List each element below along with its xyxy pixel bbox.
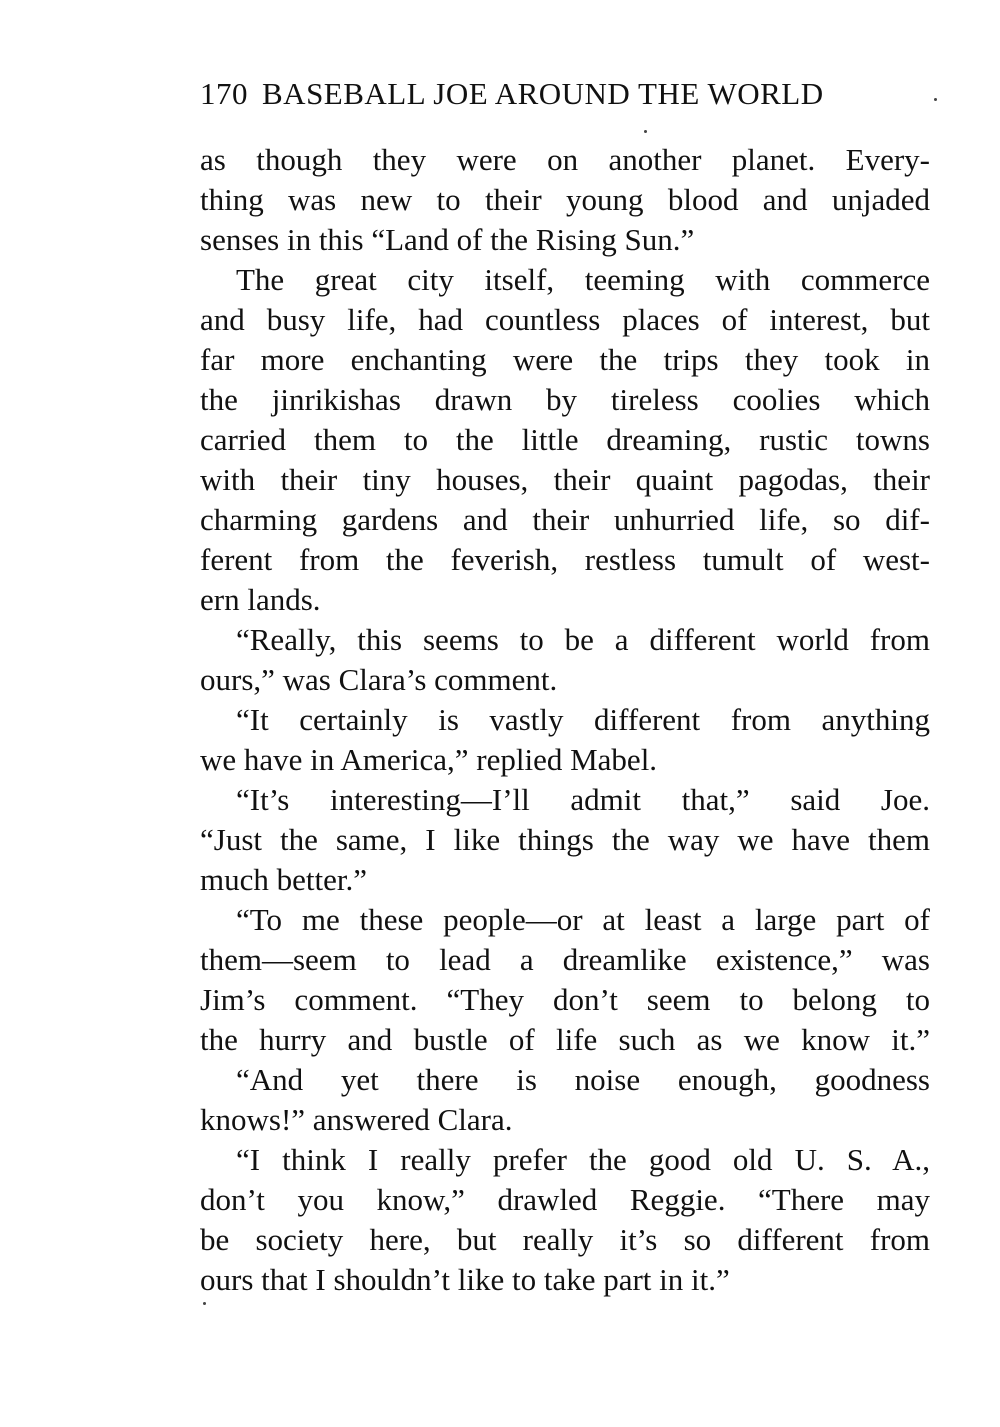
body-text: [200, 140, 930, 1300]
scan-speck: [644, 130, 647, 133]
text-line: don’t you know,” drawled Reggie. “There may: [200, 1182, 930, 1217]
text-line: with their tiny houses, their quaint pagodas, their: [200, 462, 930, 497]
text-line: far more enchanting were the trips they took in: [200, 342, 930, 377]
scan-speck: [934, 98, 937, 101]
text-line: be society here, but really it’s so different from: [200, 1222, 930, 1257]
text-line: ern lands.: [200, 582, 321, 617]
text-line: and busy life, had countless places of interest, but: [200, 302, 930, 337]
text-line: the jinrikishas drawn by tireless coolies which: [200, 382, 930, 417]
running-head: [200, 74, 930, 114]
text-line: “And yet there is noise enough, goodness: [236, 1062, 930, 1097]
text-line: “It’s interesting—I’ll admit that,” said Joe.: [236, 782, 930, 817]
text-line: senses in this “Land of the Rising Sun.”: [200, 222, 695, 257]
text-line: we have in America,” replied Mabel.: [200, 742, 658, 777]
text-line: ours that I shouldn’t like to take part in it.”: [200, 1262, 730, 1297]
text-line: charming gardens and their unhurried life, so dif-: [200, 502, 930, 537]
text-line: The great city itself, teeming with commerce: [236, 262, 930, 297]
text-line: thing was new to their young blood and unjaded: [200, 182, 930, 217]
text-line: knows!” answered Clara.: [200, 1102, 513, 1137]
scan-speck: [203, 1302, 206, 1305]
text-line: “To me these people—or at least a large part of: [236, 902, 930, 937]
text-line: the hurry and bustle of life such as we know it.”: [200, 1022, 930, 1057]
text-line: “It certainly is vastly different from anything: [236, 702, 930, 737]
book-title: BASEBALL JOE AROUND THE WORLD: [262, 76, 824, 111]
text-line: carried them to the little dreaming, rustic towns: [200, 422, 930, 457]
text-line: “Really, this seems to be a different world from: [236, 622, 930, 657]
text-line: “Just the same, I like things the way we have them: [200, 822, 930, 857]
text-line: much better.”: [200, 862, 367, 897]
text-line: ours,” was Clara’s comment.: [200, 662, 558, 697]
text-line: Jim’s comment. “They don’t seem to belong to: [200, 982, 930, 1017]
page-number: 170: [200, 76, 248, 111]
text-line: them—seem to lead a dreamlike existence,” was: [200, 942, 930, 977]
text-line: “I think I really prefer the good old U. S. A.,: [236, 1142, 930, 1177]
text-line: ferent from the feverish, restless tumult of west-: [200, 542, 930, 577]
text-line: as though they were on another planet. Every-: [200, 142, 930, 177]
